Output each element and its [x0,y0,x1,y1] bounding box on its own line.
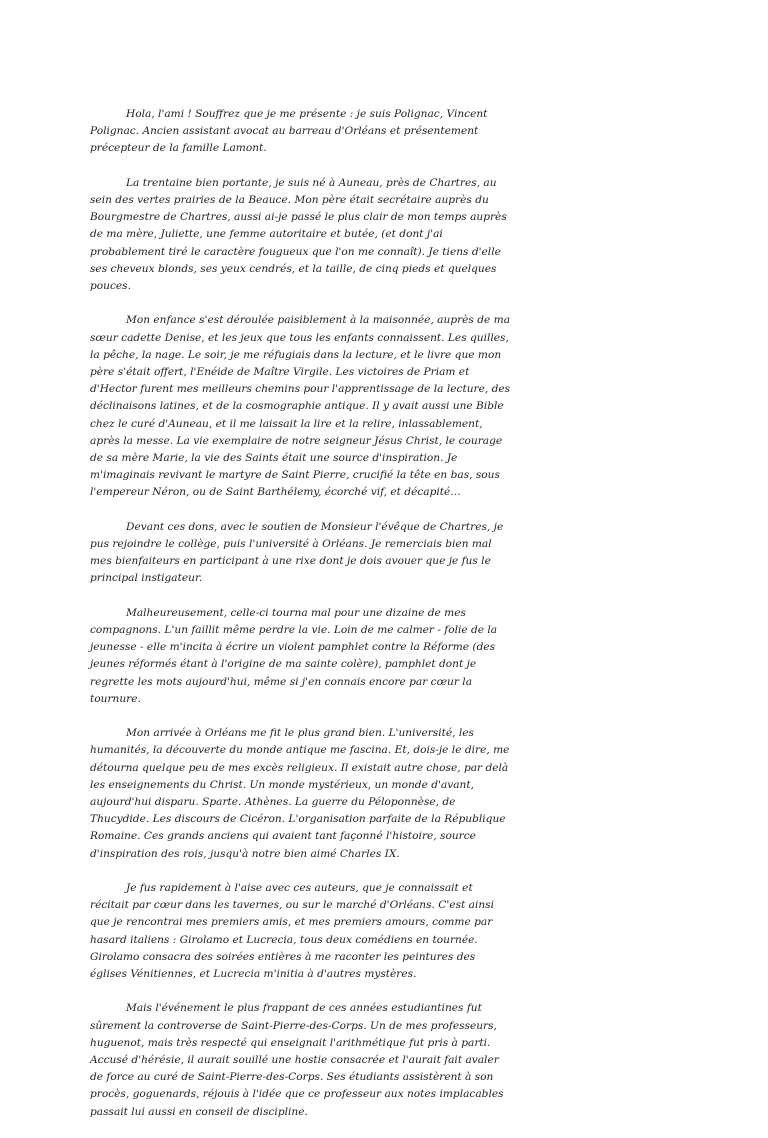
paragraph-8: Mais l'événement le plus frappant de ces années estudiantines fut sûrement la controverse de Saint-Pierre-des-Corps. Un de mes professeurs, huguenot, mais très respecté qui enseignait l'arithmétique fut pris à parti. Accusé d'hérésie, il aurait souillé une hostie consacrée et l'aurait fait avaler de force au curé de Saint-Pierre-des-Corps. Ses étudiants assistèrent à son procès, goguenards, réjouis à l'idée que ce professeur aux notes implacables passait lui aussi en conseil de discipline. [90,1002,504,1118]
paragraph-1: Hola, l'ami ! Souffrez que je me présente : je suis Polignac, Vincent Polignac. Ancien assistant avocat au barreau d'Orléans et présentement précepteur de la famille Lamont. [90,108,488,155]
paragraph-7: Je fus rapidement à l'aise avec ces auteurs, que je connaissait et récitait par cœur dans les tavernes, ou sur le marché d'Orléans. C'est ainsi que je rencontrai mes premiers amis, et mes premiers amours, comme par hasard italiens : Girolamo et Lucrecia, tous deux comédiens en tournée. Girolamo consacra des soirées entières à me raconter les peintures des églises Vénitiennes, et Lucrecia m'initia à d'autres mystères. [90,882,494,981]
paragraph-3: Mon enfance s'est déroulée paisiblement à la maisonnée, auprès de ma sœur cadette Denise, et les jeux que tous les enfants connaissent. Les quilles, la pêche, la nage. Le soir, je me réfugiais dans la lecture, et le livre que mon père s'était offert, l'Enéide de Maître Virgile. Les victoires de Priam et d'Hector furent mes meilleurs chemins pour l'apprentissage de la lecture, des déclinaisons latines, et de la cosmographie antique. Il y avait aussi une Bible chez le curé d'Auneau, et il me laissait la lire et la relire, inlassablement, après la messe. La vie exemplaire de notre seigneur Jésus Christ, le courage de sa mère Marie, la vie des Saints était une source d'inspiration. Je m'imaginais revivant le martyre de Saint Pierre, crucifié la tête en bas, sous l'empereur Néron, ou de Saint Barthélemy, écorché vif, et décapité… [90,314,511,499]
document-body [90,106,512,1138]
paragraph-2: La trentaine bien portante, je suis né à Auneau, près de Chartres, au sein des vertes prairies de la Beauce. Mon père était secrétaire auprès du Bourgmestre de Chartres, aussi ai-je passé le plus clair de mon temps auprès de ma mère, Juliette, une femme autoritaire et butée, (et dont j'ai probablement tiré le caractère fougueux que l'on me connaît). Je tiens d'elle ses cheveux blonds, ses yeux cendrés, et la taille, de cinq pieds et quelques pouces. [90,176,507,293]
paragraph-5: Malheureusement, celle-ci tourna mal pour une dizaine de mes compagnons. L'un faillit même perdre la vie. Loin de me calmer - folie de la jeunesse - elle m'incita à écrire un violent pamphlet contre la Réforme (des jeunes réformés étant à l'origine de ma sainte colère), pamphlet dont je regrette les mots aujourd'hui, même si j'en connais encore par cœur la tournure. [90,606,498,705]
paragraph-4: Devant ces dons, avec le soutien de Monsieur l'évêque de Chartres, je pus rejoindre le collège, puis l'université à Orléans. Je remerciais bien mal mes bienfaiteurs en participant à une rixe dont je dois avouer que je fus le principal instigateur. [90,520,504,585]
paragraph-6: Mon arrivée à Orléans me fit le plus grand bien. L'université, les humanités, la découverte du monde antique me fascina. Et, dois-je le dire, me détourna quelque peu de mes excès religieux. Il existait autre chose, par delà les enseignements du Christ. Un monde mystérieux, un monde d'avant, aujourd'hui disparu. Sparte. Athènes. La guerre du Péloponnèse, de Thucydide. Les discours de Cicéron. L'organisation parfaite de la République Romaine. Ces grands anciens qui avaient tant façonné l'histoire, source d'inspiration des rois, jusqu'à notre bien aimé Charles IX. [90,727,510,860]
